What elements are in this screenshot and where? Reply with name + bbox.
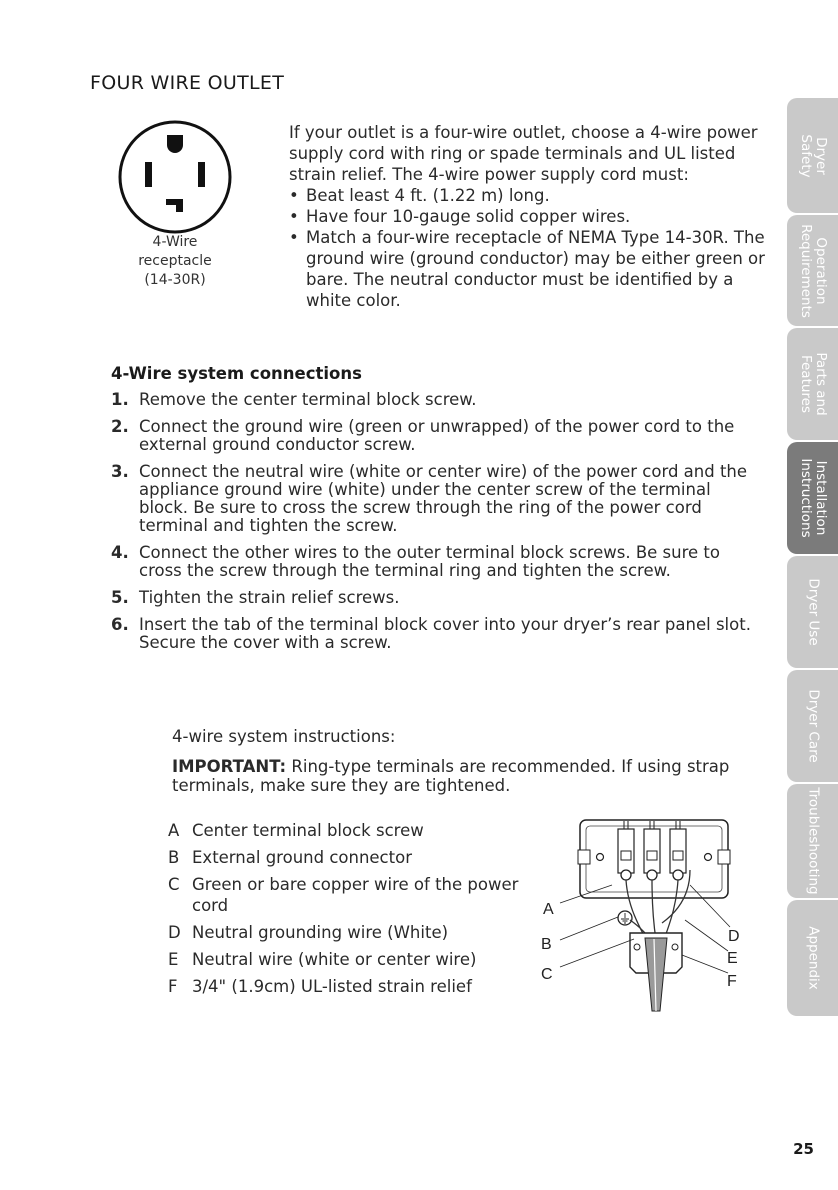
callout-c: C xyxy=(541,966,553,983)
step-number: 6. xyxy=(111,615,129,634)
important-label: IMPORTANT: xyxy=(172,757,287,776)
tab-label: Parts and xyxy=(812,352,829,416)
receptacle-caption-line: receptacle xyxy=(138,253,212,269)
cord-requirements-list xyxy=(289,185,769,311)
tab-label: Instructions xyxy=(797,458,814,538)
step-item xyxy=(111,589,751,607)
outlet-intro xyxy=(289,122,769,311)
step-item xyxy=(111,463,751,535)
legend-text: Center terminal block screw xyxy=(192,821,424,840)
step-text: Tighten the strain relief screws. xyxy=(139,588,400,607)
tab-installation-instructions[interactable] xyxy=(787,442,838,554)
tab-dryer-safety[interactable] xyxy=(787,98,838,213)
step-number: 1. xyxy=(111,390,129,409)
receptacle-caption xyxy=(120,233,230,290)
legend-text: Green or bare copper wire of the power cord xyxy=(192,875,519,915)
tab-dryer-care[interactable] xyxy=(787,670,838,782)
page-number: 25 xyxy=(793,1140,814,1158)
step-number: 5. xyxy=(111,588,129,607)
callout-d: D xyxy=(728,928,740,945)
step-item xyxy=(111,544,751,580)
bullet-text: Have four 10-gauge solid copper wires. xyxy=(306,207,631,226)
diagram-legend xyxy=(168,820,528,1003)
legend-text: Neutral wire (white or center wire) xyxy=(192,950,477,969)
step-item xyxy=(111,418,751,454)
legend-letter: A xyxy=(168,821,180,840)
tab-label: Requirements xyxy=(797,223,814,318)
legend-item xyxy=(168,922,528,943)
legend-text: External ground connector xyxy=(192,848,412,867)
important-text: Ring-type terminals are recommended. If using strap terminals, make sure they are tightened. xyxy=(172,757,730,795)
bullet-text: Match a four-wire receptacle of NEMA Type 14-30R. The ground wire (ground conductor) may be either green or bare. The neutral conductor must be identified by a white color. xyxy=(306,228,765,310)
legend-letter: F xyxy=(168,977,178,996)
callout-a: A xyxy=(543,901,554,918)
important-note xyxy=(172,757,732,795)
step-text: Connect the ground wire (green or unwrapped) of the power cord to the external ground conductor screw. xyxy=(139,417,735,454)
section-title: FOUR WIRE OUTLET xyxy=(90,72,285,94)
legend-item xyxy=(168,949,528,970)
tab-label: Features xyxy=(797,354,814,414)
legend-text: Neutral grounding wire (White) xyxy=(192,923,449,942)
receptacle-caption-line: 4-Wire xyxy=(152,234,198,250)
bullet-text: Beat least 4 ft. (1.22 m) long. xyxy=(306,186,550,205)
tab-label: Dryer Use xyxy=(805,578,821,646)
tab-label: Dryer xyxy=(812,136,829,175)
tab-label: Troubleshooting xyxy=(805,787,821,895)
connection-steps xyxy=(111,391,751,661)
legend-item xyxy=(168,874,528,916)
tab-label: Safety xyxy=(797,133,814,178)
intro-text: If your outlet is a four-wire outlet, choose a 4-wire power supply cord with ring or spade terminals and UL listed strain relief. The 4-wire power supply cord must: xyxy=(289,123,758,184)
legend-text: 3/4" (1.9cm) UL-listed strain relief xyxy=(192,977,472,996)
list-item: • Match a four-wire receptacle of NEMA Type 14-30R. The ground wire (ground conductor) may be either green or bare. The neutral conductor must be identified by a white color. xyxy=(289,228,765,310)
instructions-heading: 4-wire system instructions: xyxy=(172,727,396,746)
step-number: 4. xyxy=(111,543,129,562)
callout-e: E xyxy=(727,950,738,967)
step-text: Connect the other wires to the outer terminal block screws. Be sure to cross the screw through the terminal ring and tighten the screw. xyxy=(139,543,720,580)
tab-label: Installation xyxy=(812,460,829,536)
list-item: • Have four 10-gauge solid copper wires. xyxy=(289,207,631,226)
legend-letter: C xyxy=(168,875,180,894)
step-text: Insert the tab of the terminal block cover into your dryer’s rear panel slot. Secure the cover with a screw. xyxy=(139,615,751,652)
legend-letter: B xyxy=(168,848,180,867)
tab-appendix[interactable] xyxy=(787,900,838,1016)
callout-b: B xyxy=(541,936,552,953)
terminal-screw xyxy=(621,870,631,880)
tab-operation-requirements[interactable] xyxy=(787,215,838,326)
step-number: 2. xyxy=(111,417,129,436)
list-item: • Beat least 4 ft. (1.22 m) long. xyxy=(289,186,550,205)
legend-item xyxy=(168,820,528,841)
tab-label: Operation xyxy=(812,236,829,305)
callout-f: F xyxy=(727,973,737,990)
tab-label: Appendix xyxy=(805,926,821,990)
tab-parts-and-features[interactable] xyxy=(787,328,838,440)
legend-item xyxy=(168,976,528,997)
step-item xyxy=(111,391,751,409)
legend-item xyxy=(168,847,528,868)
connections-heading: 4-Wire system connections xyxy=(111,364,362,383)
center-terminal-screw xyxy=(647,870,657,880)
step-number: 3. xyxy=(111,462,129,481)
step-text: Connect the neutral wire (white or center wire) of the power cord and the appliance ground wire (white) under the center screw of the terminal block. Be sure to cross the screw through the ring of the power cord terminal and tighten the screw. xyxy=(139,462,748,535)
legend-letter: D xyxy=(168,923,181,942)
legend-letter: E xyxy=(168,950,179,969)
step-item xyxy=(111,616,751,652)
four-wire-receptacle-icon xyxy=(116,118,234,236)
terminal-screw xyxy=(673,870,683,880)
receptacle-caption-line: (14-30R) xyxy=(144,272,206,288)
step-text: Remove the center terminal block screw. xyxy=(139,390,477,409)
tab-troubleshooting[interactable] xyxy=(787,784,838,898)
tab-label: Dryer Care xyxy=(805,689,821,763)
terminal-block-wiring-diagram xyxy=(530,815,760,1015)
tab-dryer-use[interactable] xyxy=(787,556,838,668)
